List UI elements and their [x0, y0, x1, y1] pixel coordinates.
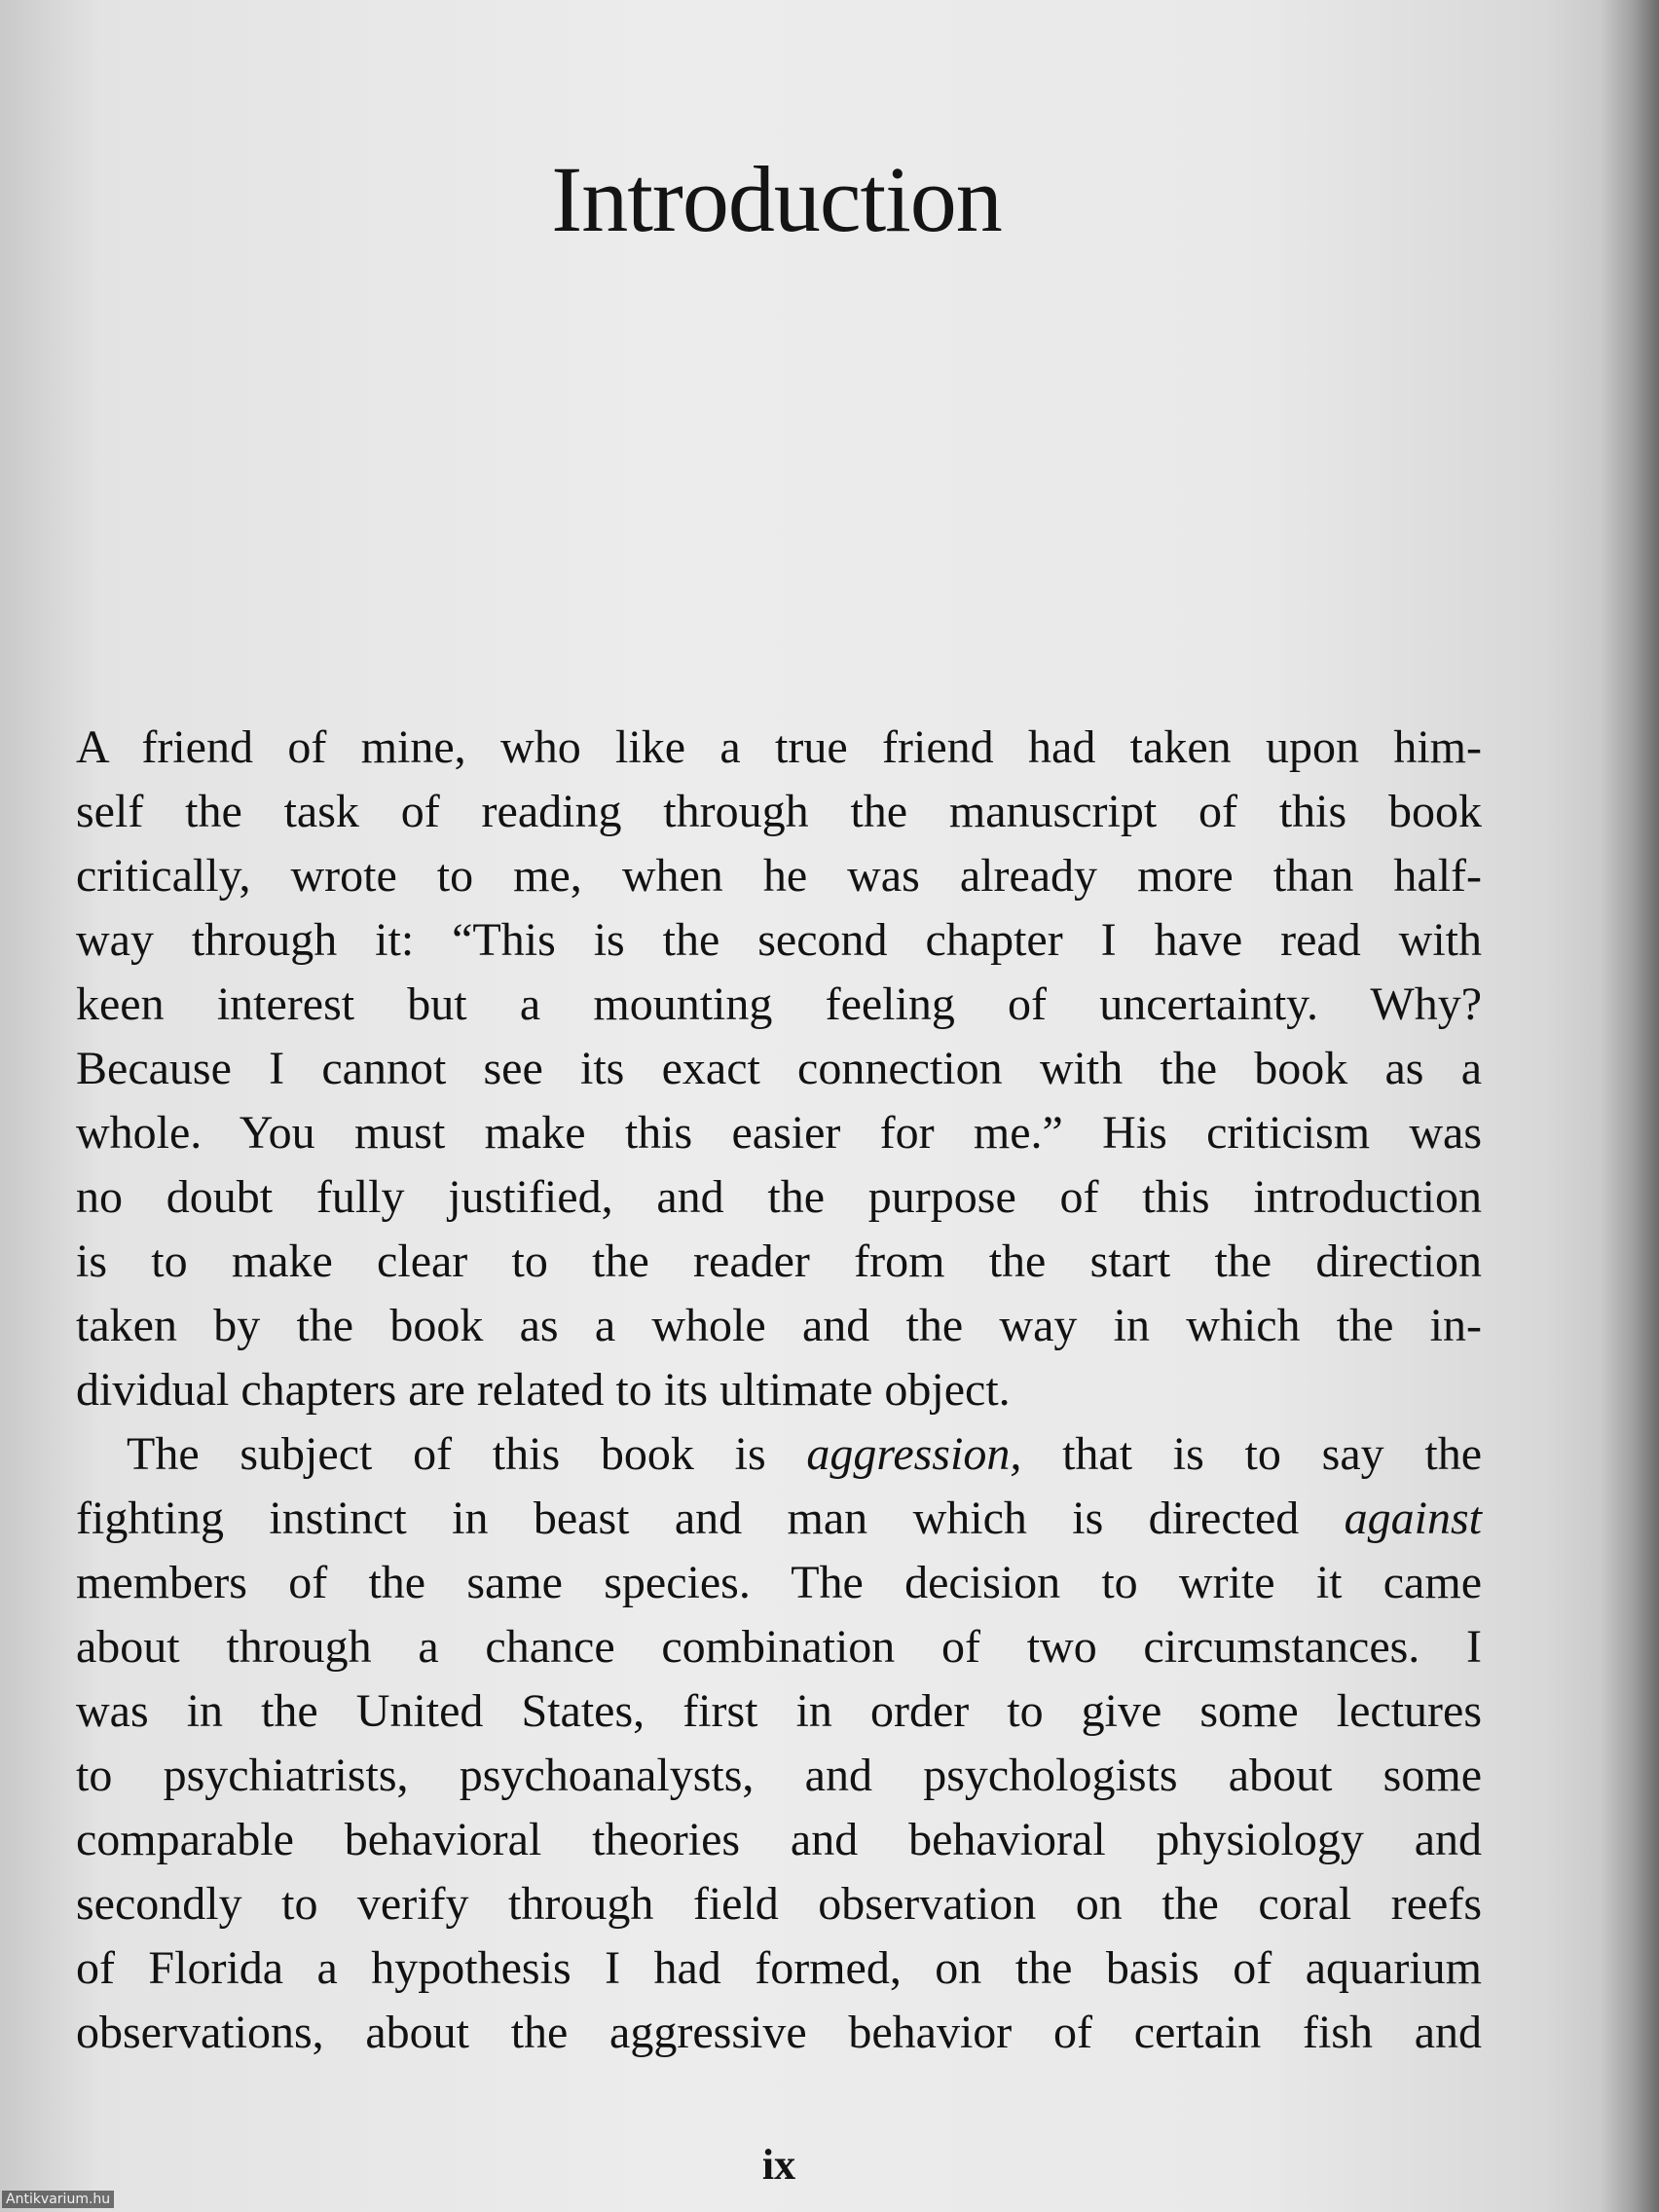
paragraph	[76, 716, 1482, 1422]
text-line: dividual chapters are related to its ultimate object.	[76, 1364, 1011, 1416]
text-line: critically, wrote to me, when he was already more than half-	[76, 850, 1482, 902]
page-edge-shadow	[1601, 0, 1659, 2212]
text-line: about through a chance combination of two circumstances. I	[76, 1621, 1482, 1673]
paragraph	[76, 1422, 1482, 2065]
page-number: ix	[761, 2141, 796, 2189]
body-text	[76, 716, 1482, 2065]
watermark: Antikvarium.hu	[2, 2191, 114, 2208]
text-line: The subject of this book is aggression, that is to say the	[127, 1428, 1483, 1480]
text-line: was in the United States, first in order to give some lectures	[76, 1685, 1482, 1737]
chapter-title: Introduction	[551, 147, 1002, 251]
text-line: observations, about the aggressive behavior of certain fish and	[76, 2007, 1482, 2058]
text-line: A friend of mine, who like a true friend had taken upon him-	[76, 721, 1482, 773]
text-line: Because I cannot see its exact connection with the book as a	[76, 1043, 1482, 1094]
text-line: self the task of reading through the manuscript of this book	[76, 786, 1482, 837]
text-line: keen interest but a mounting feeling of uncertainty. Why?	[76, 978, 1482, 1030]
text-line: fighting instinct in beast and man which is directed against	[76, 1493, 1482, 1544]
text-line: secondly to verify through field observation on the coral reefs	[76, 1878, 1482, 1930]
text-line: of Florida a hypothesis I had formed, on the basis of aquarium	[76, 1942, 1482, 1994]
text-line: to psychiatrists, psychoanalysts, and psychologists about some	[76, 1750, 1482, 1801]
text-line: taken by the book as a whole and the way in which the in-	[76, 1300, 1482, 1351]
text-line: way through it: “This is the second chapter I have read with	[76, 914, 1482, 966]
text-line: comparable behavioral theories and behavioral physiology and	[76, 1814, 1482, 1865]
text-line: is to make clear to the reader from the start the direction	[76, 1235, 1482, 1287]
text-line: whole. You must make this easier for me.” His criticism was	[76, 1107, 1482, 1159]
text-line: members of the same species. The decision to write it came	[76, 1557, 1482, 1608]
text-line: no doubt fully justified, and the purpose of this introduction	[76, 1171, 1482, 1223]
